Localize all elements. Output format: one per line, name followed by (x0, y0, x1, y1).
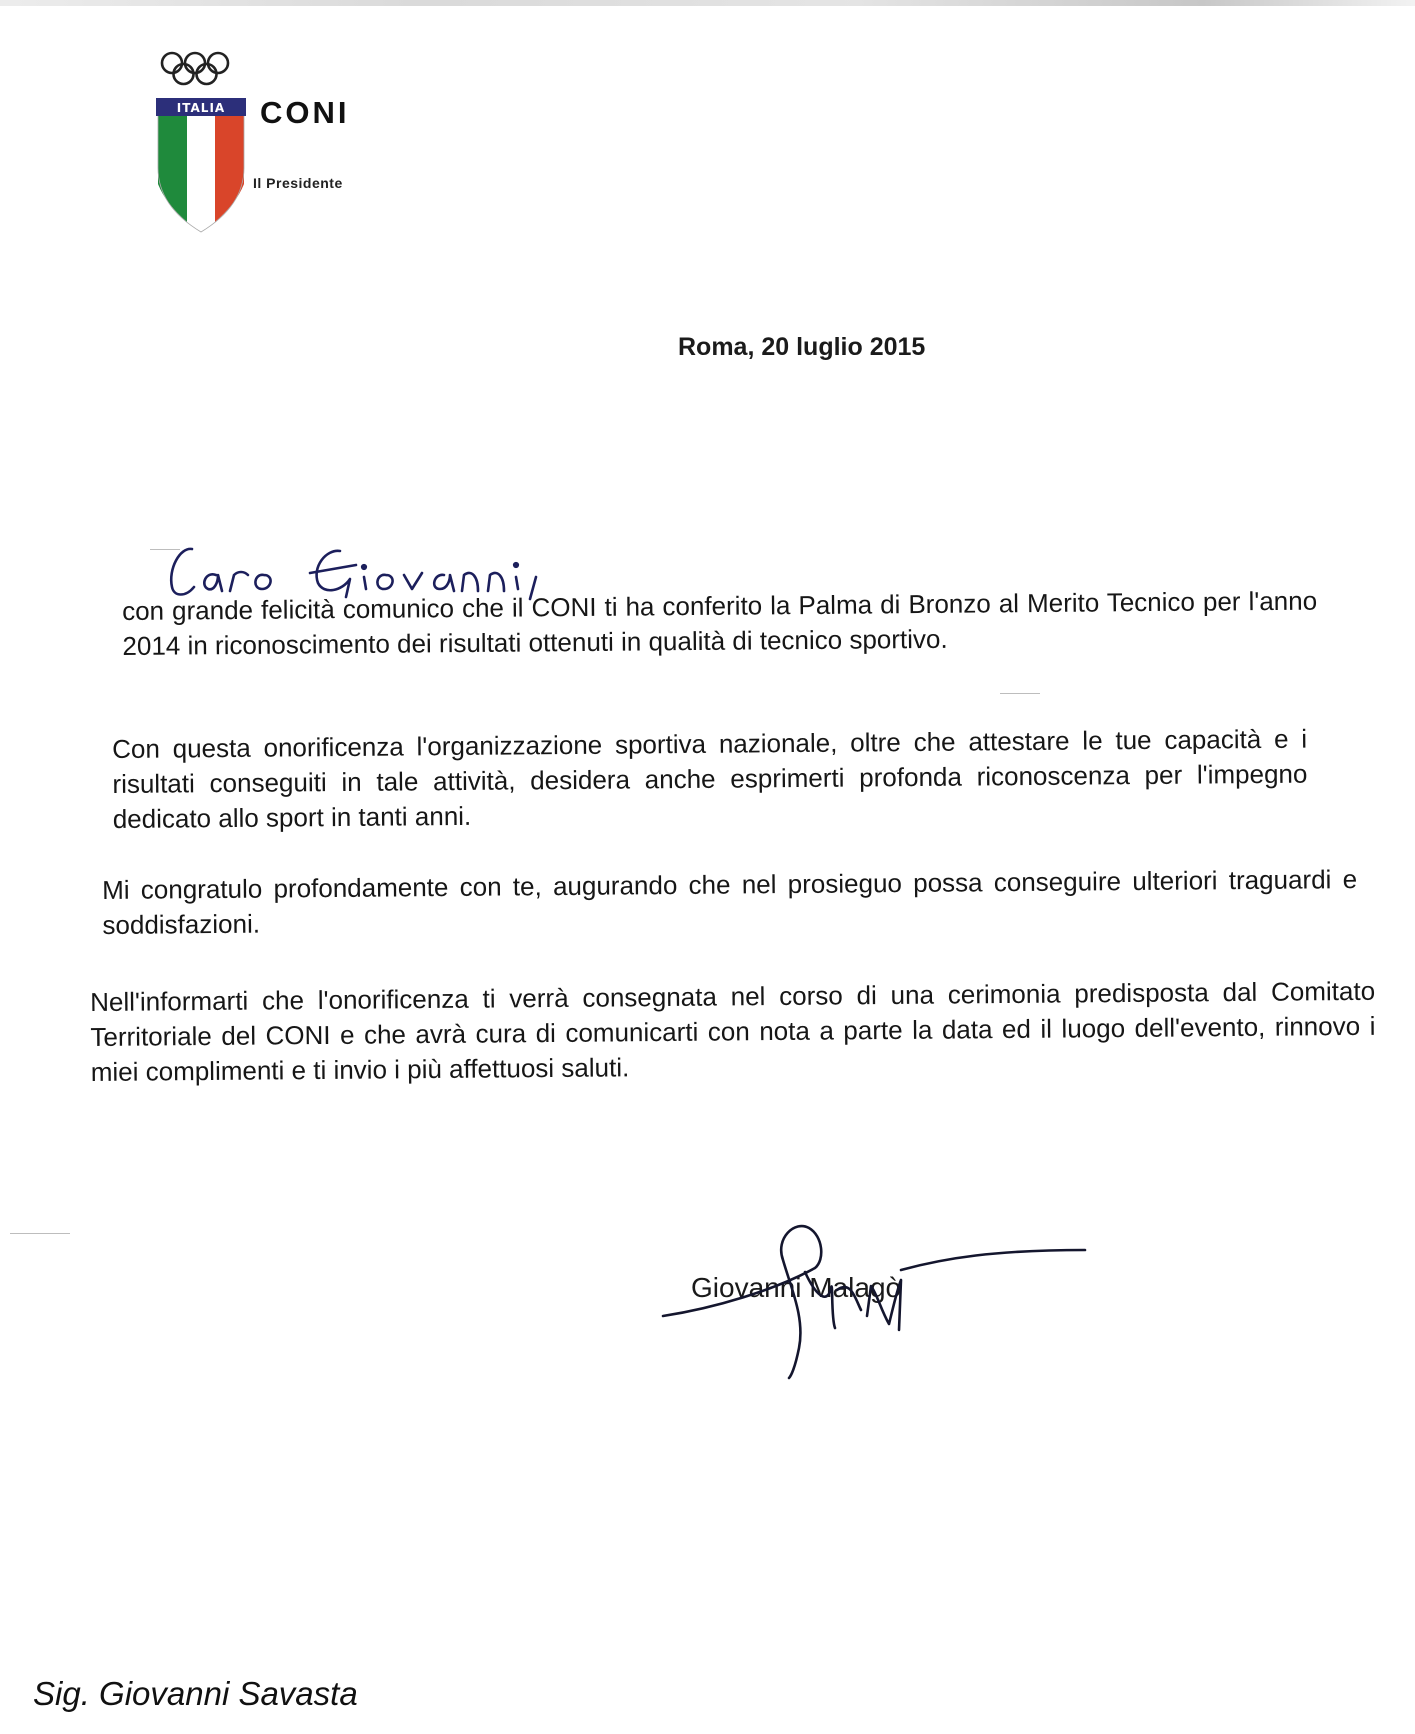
scan-speck (150, 549, 180, 550)
scan-speck (1000, 693, 1040, 694)
olympic-rings-icon (158, 50, 258, 90)
svg-text:ITALIA: ITALIA (176, 101, 226, 115)
president-title: Il Presidente (253, 175, 343, 191)
handwritten-signature (655, 1198, 1105, 1383)
letter-date: Roma, 20 luglio 2015 (678, 333, 926, 361)
recipient-line: Sig. Giovanni Savasta (33, 1675, 358, 1712)
letter-paragraph: Nell'informarti che l'onorificenza ti verrà consegnata nel corso di una cerimonia predisposta dal Comitato Territoriale del CONI e che avrà cura di comunicarti con nota a parte la data ed il luogo dell'evento, rinnovo i miei complimenti e ti invio i più affettuosi saluti. (90, 975, 1376, 1087)
letter-paragraph: con grande felicità comunico che il CONI ti ha conferito la Palma di Bronzo al Merito Tecnico per l'anno 2014 in riconoscimento dei risultati ottenuti in qualità di tecnico sportivo. (122, 585, 1318, 661)
coni-wordmark: CONI (260, 95, 350, 130)
signatory-name: Giovanni Malagò (691, 1272, 902, 1303)
letterhead (150, 50, 410, 200)
italia-shield-logo (156, 98, 246, 238)
scan-edge-artifact (0, 0, 1415, 6)
scan-speck (10, 1233, 70, 1234)
letter-paragraph: Mi congratulo profondamente con te, augurando che nel prosieguo possa conseguire ulteriori traguardi e soddisfazioni. (102, 864, 1358, 940)
letter-paragraph: Con questa onorificenza l'organizzazione sportiva nazionale, oltre che attestare le tue capacità e i risultati conseguiti in tale attività, desidera anche esprimerti profonda riconoscenza per l'impegno dedicato allo sport in tanti anni. (112, 723, 1308, 834)
